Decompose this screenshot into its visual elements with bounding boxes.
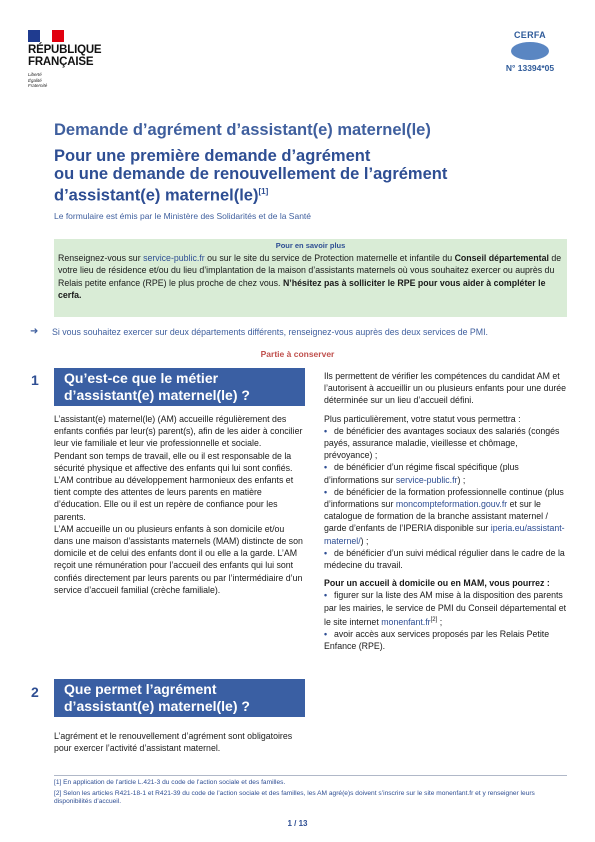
two-departments-text: Si vous souhaitez exercer sur deux départements différents, renseignez-vous auprès des deux services de PMI. — [52, 326, 488, 337]
cerfa-logo-icon — [511, 42, 549, 60]
paragraph: L’assistant(e) maternel(le) (AM) accueille régulièrement des enfants confiés par leur(s) parent(s), afin de les aider à concilier leur vie familiale et leur vie professionnelle et sociale. — [54, 414, 303, 449]
bullet-text: ) ; — [360, 535, 369, 546]
page-title: Demande d’agrément d’assistant(e) maternel(le) — [54, 121, 431, 139]
bullet-text: de bénéficier de la formation professionnelle continue (plus d’informations sur — [324, 486, 564, 510]
bullet-item — [324, 425, 568, 462]
info-text-bold: N’hésitez pas à solliciter le RPE pour vous aider à compléter le cerfa. — [58, 277, 546, 300]
subtitle-line: ou une demande de renouvellement de l’agrément — [54, 165, 448, 183]
logo-line: RÉPUBLIQUE — [28, 44, 102, 56]
service-public-link[interactable]: service-public.fr — [395, 474, 458, 485]
section-1-title — [54, 368, 305, 406]
footnote-2: [2] Selon les articles R421-18-1 et R421-39 du code de l’action sociale et des familles, les AM agré(e)s doivent s’inscrire sur le site monenfant.fr et y renseigner leurs disponibilités d’accueil. — [54, 790, 535, 806]
bullet-icon: • — [324, 486, 328, 497]
paragraph: L’AM accueille un ou plusieurs enfants à son domicile et/ou dans une maison d’assistants maternels (MAM) distincte de son domicile et de celui des enfants dont il ou elle a la garde. L’AM reçoit une rémunération pour l’accueil des enfants qui lui sont confiés directement par leurs parents ou par l’intermédiaire d’un service d’accueil familial (crèche familiale). — [54, 523, 303, 595]
section-title-line: Qu’est-ce que le métier — [64, 370, 219, 386]
bullet-icon: • — [324, 547, 328, 558]
info-text: ou sur le site du service de Protection maternelle et infantile du — [204, 253, 455, 263]
info-text: de votre lieu de résidence et/ou du lieu d’implantation de la maison d’assistants maternels où vous souhaitez exercer ou auprès du Relais petite enfance (RPE) le plus proche de chez vous. — [58, 253, 562, 288]
bullet-text: ) ; — [457, 474, 466, 485]
iperia-link[interactable]: iperia.eu/assistant-maternel/ — [324, 523, 565, 546]
right-column — [324, 370, 568, 652]
bullet-item — [324, 547, 568, 571]
bullet-icon: • — [324, 425, 328, 436]
cerfa-block — [495, 30, 565, 73]
pointer-icon: ➜ — [30, 326, 39, 337]
section-title-line: Que permet l’agrément — [64, 681, 217, 697]
footnote-1: [1] En application de l’article L.421-3 du code de l’action sociale et des familles. — [54, 779, 286, 786]
paragraph: Plus particulièrement, votre statut vous permettra : — [324, 413, 521, 424]
issued-by-text: Le formulaire est émis par le Ministère des Solidarités et de la Santé — [54, 211, 312, 221]
section-2-title — [54, 679, 305, 717]
subtitle-line — [54, 183, 554, 205]
bullet-text: de bénéficier des avantages sociaux des salariés (congés payés, assurance maladie, vieillesse et chômage, prévoyance) ; — [324, 425, 560, 461]
info-text-bold: Conseil départemental — [454, 253, 549, 263]
paragraph-bold: Pour un accueil à domicile ou en MAM, vous pourrez : — [324, 578, 550, 589]
bullet-text: ; — [437, 616, 443, 627]
service-public-link[interactable]: service-public.fr — [143, 253, 205, 263]
logo-title — [28, 44, 118, 68]
motto-line: Liberté — [28, 72, 42, 77]
section-title-line: d’assistant(e) maternel(le) ? — [64, 698, 250, 714]
bullet-icon: • — [324, 462, 328, 473]
page-number: 1 / 13 — [287, 819, 308, 828]
logo-line: FRANÇAISE — [28, 56, 94, 68]
subtitle-line: Pour une première demande d’agrément — [54, 147, 371, 165]
bullet-item — [324, 589, 568, 628]
republique-francaise-logo — [28, 30, 118, 89]
bullet-text: de bénéficier d’un suivi médical régulier dans le cadre de la médecine du travail. — [324, 547, 565, 571]
info-box-heading: Pour en savoir plus — [275, 241, 346, 250]
footnote-divider — [54, 775, 567, 776]
keep-part-label: Partie à conserver — [260, 349, 335, 359]
bullet-text: figurer sur la liste des AM mise à la disposition des parents par les mairies, le service de PMI du Conseil départemental et le site internet — [324, 590, 567, 627]
bullet-icon: • — [324, 628, 328, 639]
bullet-icon: • — [324, 590, 328, 601]
paragraph: Pendant son temps de travail, elle ou il est responsable de la sécurité physique et affective des enfants qui lui sont confiés. L’AM contribue au développement harmonieux des enfants et tient compte des attentes de leurs parents en matière d’éducation. Elle ou il est un repère de confiance pour les parents. — [54, 450, 294, 522]
section-title-line: d’assistant(e) maternel(le) ? — [64, 387, 250, 403]
page-subtitle — [54, 147, 554, 205]
footnote-ref-2[interactable]: [2] — [430, 616, 438, 623]
bullet-text: de bénéficier d’un régime fiscal spécifique (plus d’informations sur — [324, 462, 519, 485]
section-1-body — [54, 413, 304, 596]
info-text: Renseignez-vous sur — [58, 253, 144, 263]
footnote-ref-1[interactable]: [1] — [258, 187, 269, 196]
bullet-item — [324, 461, 568, 485]
info-box-text — [58, 252, 563, 301]
two-departments-notice — [30, 326, 488, 337]
bullet-item — [324, 628, 568, 652]
subtitle-text: d’assistant(e) maternel(le) — [54, 186, 259, 205]
cerfa-label: CERFA — [513, 30, 546, 40]
cerfa-number: N° 13394*05 — [505, 63, 555, 73]
section-2-body — [54, 730, 304, 754]
motto-line: Égalité — [28, 77, 42, 83]
paragraph: L’agrément et le renouvellement d’agrément sont obligatoires pour exercer l’activité d’assistant maternel. — [54, 731, 293, 754]
motto-line: Fraternité — [28, 83, 48, 88]
paragraph: Ils permettent de vérifier les compétences du candidat AM et l’autorisent à accueillir un ou plusieurs enfants pour une durée déterminée sur un lieu d’accueil défini. — [324, 371, 567, 406]
logo-motto — [28, 72, 118, 89]
moncompteformation-link[interactable]: moncompteformation.gouv.fr — [395, 499, 508, 510]
bullet-text: avoir accès aux services proposés par les Relais Petite Enfance (RPE). — [324, 628, 550, 652]
section-number: 1 — [31, 372, 39, 388]
bullet-text: et sur le catalogue de formation de la branche assistant maternel / garde d’enfants de l’IPERIA disponible sur — [324, 499, 548, 534]
monenfant-link[interactable]: monenfant.fr — [381, 616, 431, 627]
info-box — [54, 239, 567, 317]
section-number: 2 — [31, 684, 39, 700]
bullet-item — [324, 486, 568, 547]
french-flag-icon — [28, 30, 64, 42]
